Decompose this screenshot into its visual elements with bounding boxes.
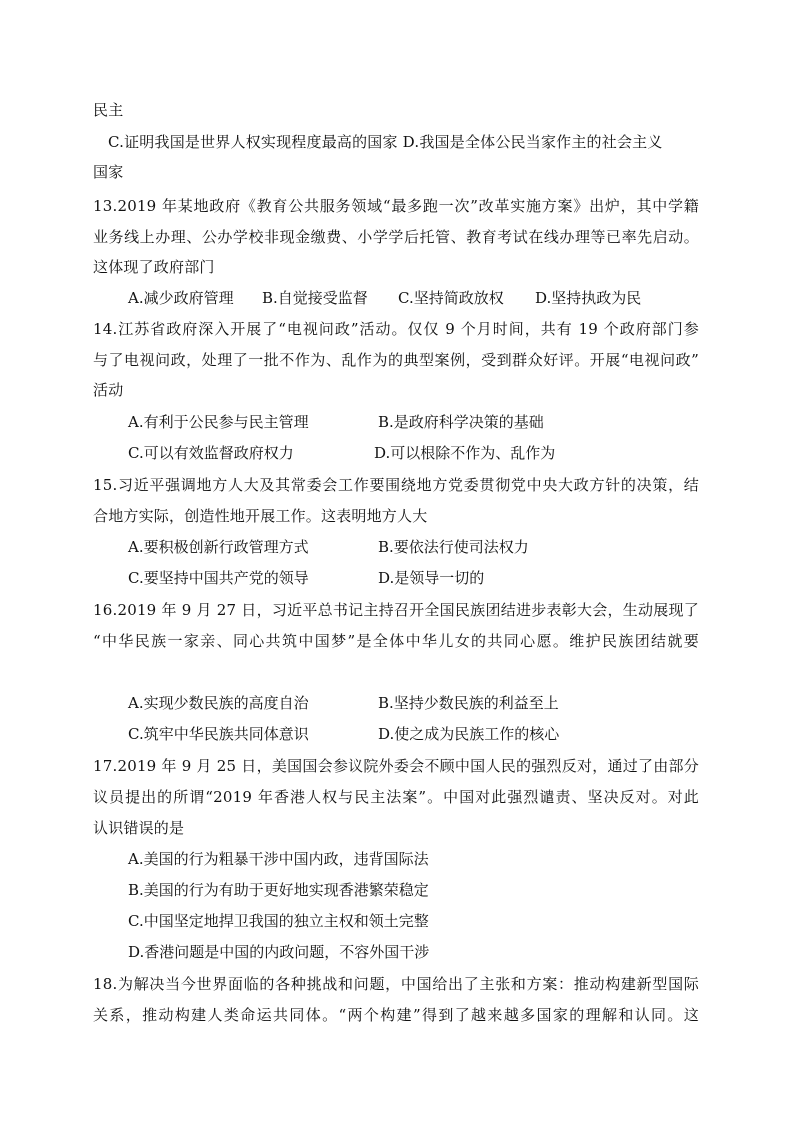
q15-stem-line-2: 合地方实际，创造性地开展工作。这表明地方人大 bbox=[93, 507, 428, 525]
q15-option-b: B.要依法行使司法权力 bbox=[378, 538, 529, 556]
q16-option-d: D.使之成为民族工作的核心 bbox=[378, 725, 560, 743]
q13-stem-line-3: 这体现了政府部门 bbox=[93, 258, 215, 276]
q16-option-c: C.筑牢中华民族共同体意识 bbox=[128, 725, 309, 743]
q15-option-d: D.是领导一切的 bbox=[378, 569, 485, 587]
q15-option-a: A.要积极创新行政管理方式 bbox=[128, 538, 309, 556]
q16-stem-line-2: “中华民族一家亲、同心共筑中国梦”是全体中华儿女的共同心愿。维护民族团结就要 bbox=[93, 632, 699, 650]
q15-option-c: C.要坚持中国共产党的领导 bbox=[128, 569, 309, 587]
q16-stem-line-1: 16.2019 年 9 月 27 日，习近平总书记主持召开全国民族团结进步表彰大会，生动展现了 bbox=[93, 601, 699, 619]
q17-option-a: A.美国的行为粗暴干涉中国内政，违背国际法 bbox=[128, 850, 429, 868]
q14-option-a: A.有利于公民参与民主管理 bbox=[128, 413, 309, 431]
q12-continuation-line-3: 国家 bbox=[93, 163, 124, 181]
q14-stem-line-3: 活动 bbox=[93, 381, 124, 399]
q17-option-c: C.中国坚定地捍卫我国的独立主权和领土完整 bbox=[128, 912, 429, 930]
q13-option-b: B.自觉接受监督 bbox=[262, 289, 368, 307]
q13-option-a: A.减少政府管理 bbox=[128, 289, 234, 307]
q17-stem-line-1: 17.2019 年 9 月 25 日，美国国会参议院外委会不顾中国人民的强烈反对，通过了由部分 bbox=[93, 757, 699, 775]
q14-stem-line-1: 14.江苏省政府深入开展了“电视问政”活动。仅仅 9 个月时间，共有 19 个政府部门参 bbox=[93, 320, 699, 338]
q13-stem-line-2: 业务线上办理、公办学校非现金缴费、小学学后托管、教育考试在线办理等已率先启动。 bbox=[93, 228, 699, 246]
q16-option-a: A.实现少数民族的高度自治 bbox=[128, 694, 309, 712]
q15-stem-line-1: 15.习近平强调地方人大及其常委会工作要围绕地方党委贯彻党中央大政方针的决策，结 bbox=[93, 476, 699, 494]
q17-stem-line-2: 议员提出的所谓“2019 年香港人权与民主法案”。中国对此强烈谴责、坚决反对。对此 bbox=[93, 788, 699, 806]
q13-option-c: C.坚持简政放权 bbox=[398, 289, 504, 307]
q18-stem-line-2: 关系，推动构建人类命运共同体。“两个构建”得到了越来越多国家的理解和认同。这 bbox=[93, 1006, 699, 1024]
q14-stem-line-2: 与了电视问政，处理了一批不作为、乱作为的典型案例，受到群众好评。开展“电视问政” bbox=[93, 351, 699, 369]
q12-continuation-line-1: 民主 bbox=[93, 101, 124, 119]
q14-option-d: D.可以根除不作为、乱作为 bbox=[374, 444, 556, 462]
q12-options-cd: C.证明我国是世界人权实现程度最高的国家 D.我国是全体公民当家作主的社会主义 bbox=[108, 133, 663, 151]
q14-option-b: B.是政府科学决策的基础 bbox=[378, 413, 544, 431]
q14-option-c: C.可以有效监督政府权力 bbox=[128, 444, 294, 462]
q17-option-d: D.香港问题是中国的内政问题，不容外国干涉 bbox=[128, 943, 430, 961]
q17-option-b: B.美国的行为有助于更好地实现香港繁荣稳定 bbox=[128, 881, 429, 899]
q18-stem-line-1: 18.为解决当今世界面临的各种挑战和问题，中国给出了主张和方案：推动构建新型国际 bbox=[93, 975, 699, 993]
q17-stem-line-3: 认识错误的是 bbox=[93, 819, 185, 837]
q13-option-d: D.坚持执政为民 bbox=[535, 289, 642, 307]
q16-option-b: B.坚持少数民族的利益至上 bbox=[378, 694, 559, 712]
q13-stem-line-1: 13.2019 年某地政府《教育公共服务领域“最多跑一次”改革实施方案》出炉，其中学籍 bbox=[93, 197, 699, 215]
